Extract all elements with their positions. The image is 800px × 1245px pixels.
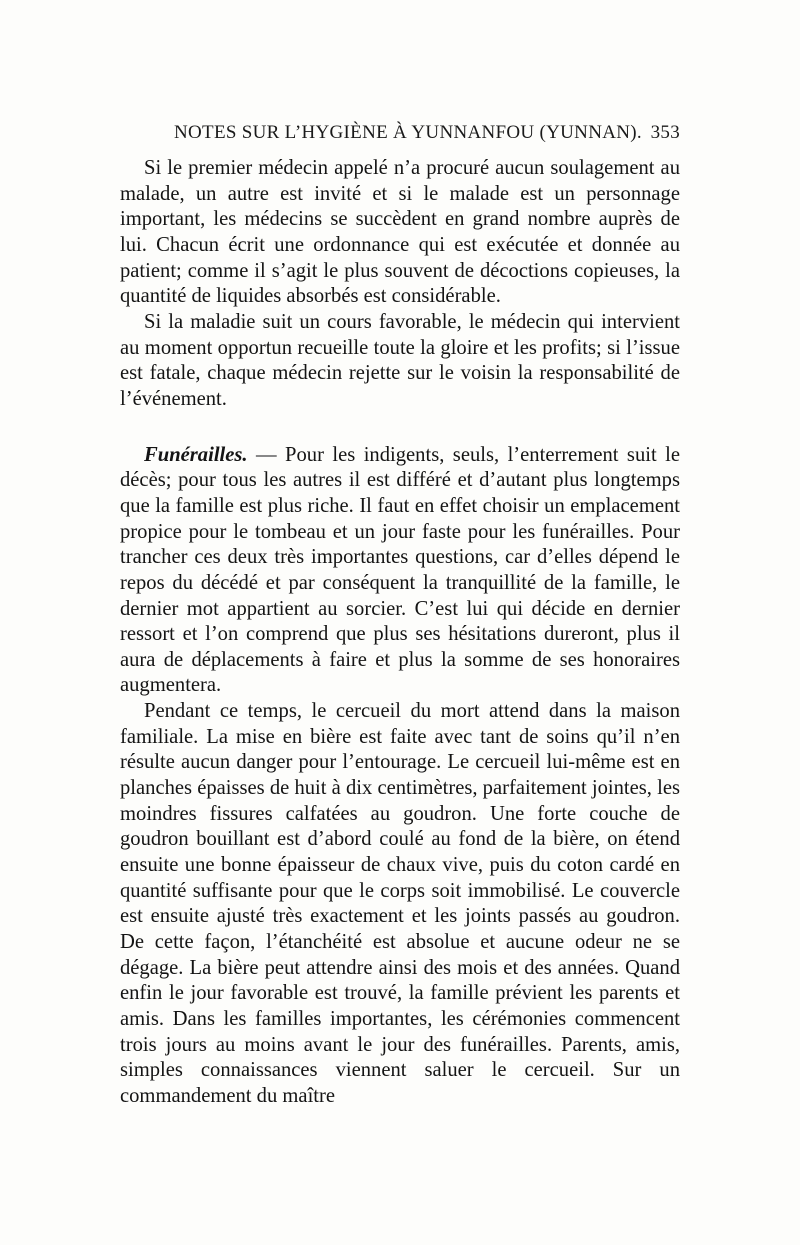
section-gap [120, 413, 680, 443]
paragraph-outcome: Si la maladie suit un cours favorable, le médecin qui intervient au moment opportun recueille toute la gloire et les profits; si l’issue est fatale, chaque médecin rejette sur le voisin la responsabilité de l’événement. [120, 310, 680, 410]
section-title-funerailles: Funérailles. [144, 443, 248, 466]
paragraph-treatment: Si le premier médecin appelé n’a procuré aucun soulagement au malade, un autre est invité et si le malade est un personnage important, les médecins se succèdent en grand nombre auprès de lui. Chacun écrit une ordonnance qui est exécutée et donnée au patient; comme il s’agit le plus souvent de décoctions copieuses, la quantité de liquides absorbés est considérable. [120, 157, 680, 308]
paragraph-funerals [120, 443, 680, 700]
body-text [120, 156, 680, 1110]
page-number: 353 [650, 122, 680, 143]
paragraph-funerals-text: — Pour les indigents, seuls, l’enterrement suit le décès; pour tous les autres il est différé et d’autant plus longtemps que la famille est plus riche. Il faut en effet choisir un emplacement propice pour le tombeau et un jour faste pour les funérailles. Pour trancher ces deux très importantes questions, car d’elles dépend le repos du décédé et par conséquent la tranquillité de la famille, le dernier mot appartient au sorcier. C’est lui qui décide en dernier ressort et l’on comprend que plus ses hésitations dureront, plus il aura de déplacements à faire et plus la somme de ses honoraires augmentera. [120, 443, 680, 697]
running-head [120, 118, 680, 150]
paragraph-coffin: Pendant ce temps, le cercueil du mort attend dans la maison familiale. La mise en bière est faite avec tant de soins qu’il n’en résulte aucun danger pour l’entourage. Le cercueil lui-même est en planches épaisses de huit à dix centimètres, parfaitement jointes, les moindres fissures calfatées au goudron. Une forte couche de goudron bouillant est d’abord coulé au fond de la bière, on étend ensuite une bonne épaisseur de chaux vive, puis du coton cardé en quantité suffisante pour que le corps soit immobilisé. Le couvercle est ensuite ajusté très exactement et les joints passés au goudron. De cette façon, l’étanchéité est absolue et aucune odeur ne se dégage. La bière peut attendre ainsi des mois et des années. Quand enfin le jour favorable est trouvé, la famille prévient les parents et amis. Dans les familles importantes, les cérémonies commencent trois jours au moins avant le jour des funérailles. Parents, amis, simples connaissances viennent saluer le cercueil. Sur un commandement du maître [120, 700, 680, 1107]
running-head-title: NOTES SUR L’HYGIÈNE À YUNNANFOU (YUNNAN). [174, 122, 642, 143]
